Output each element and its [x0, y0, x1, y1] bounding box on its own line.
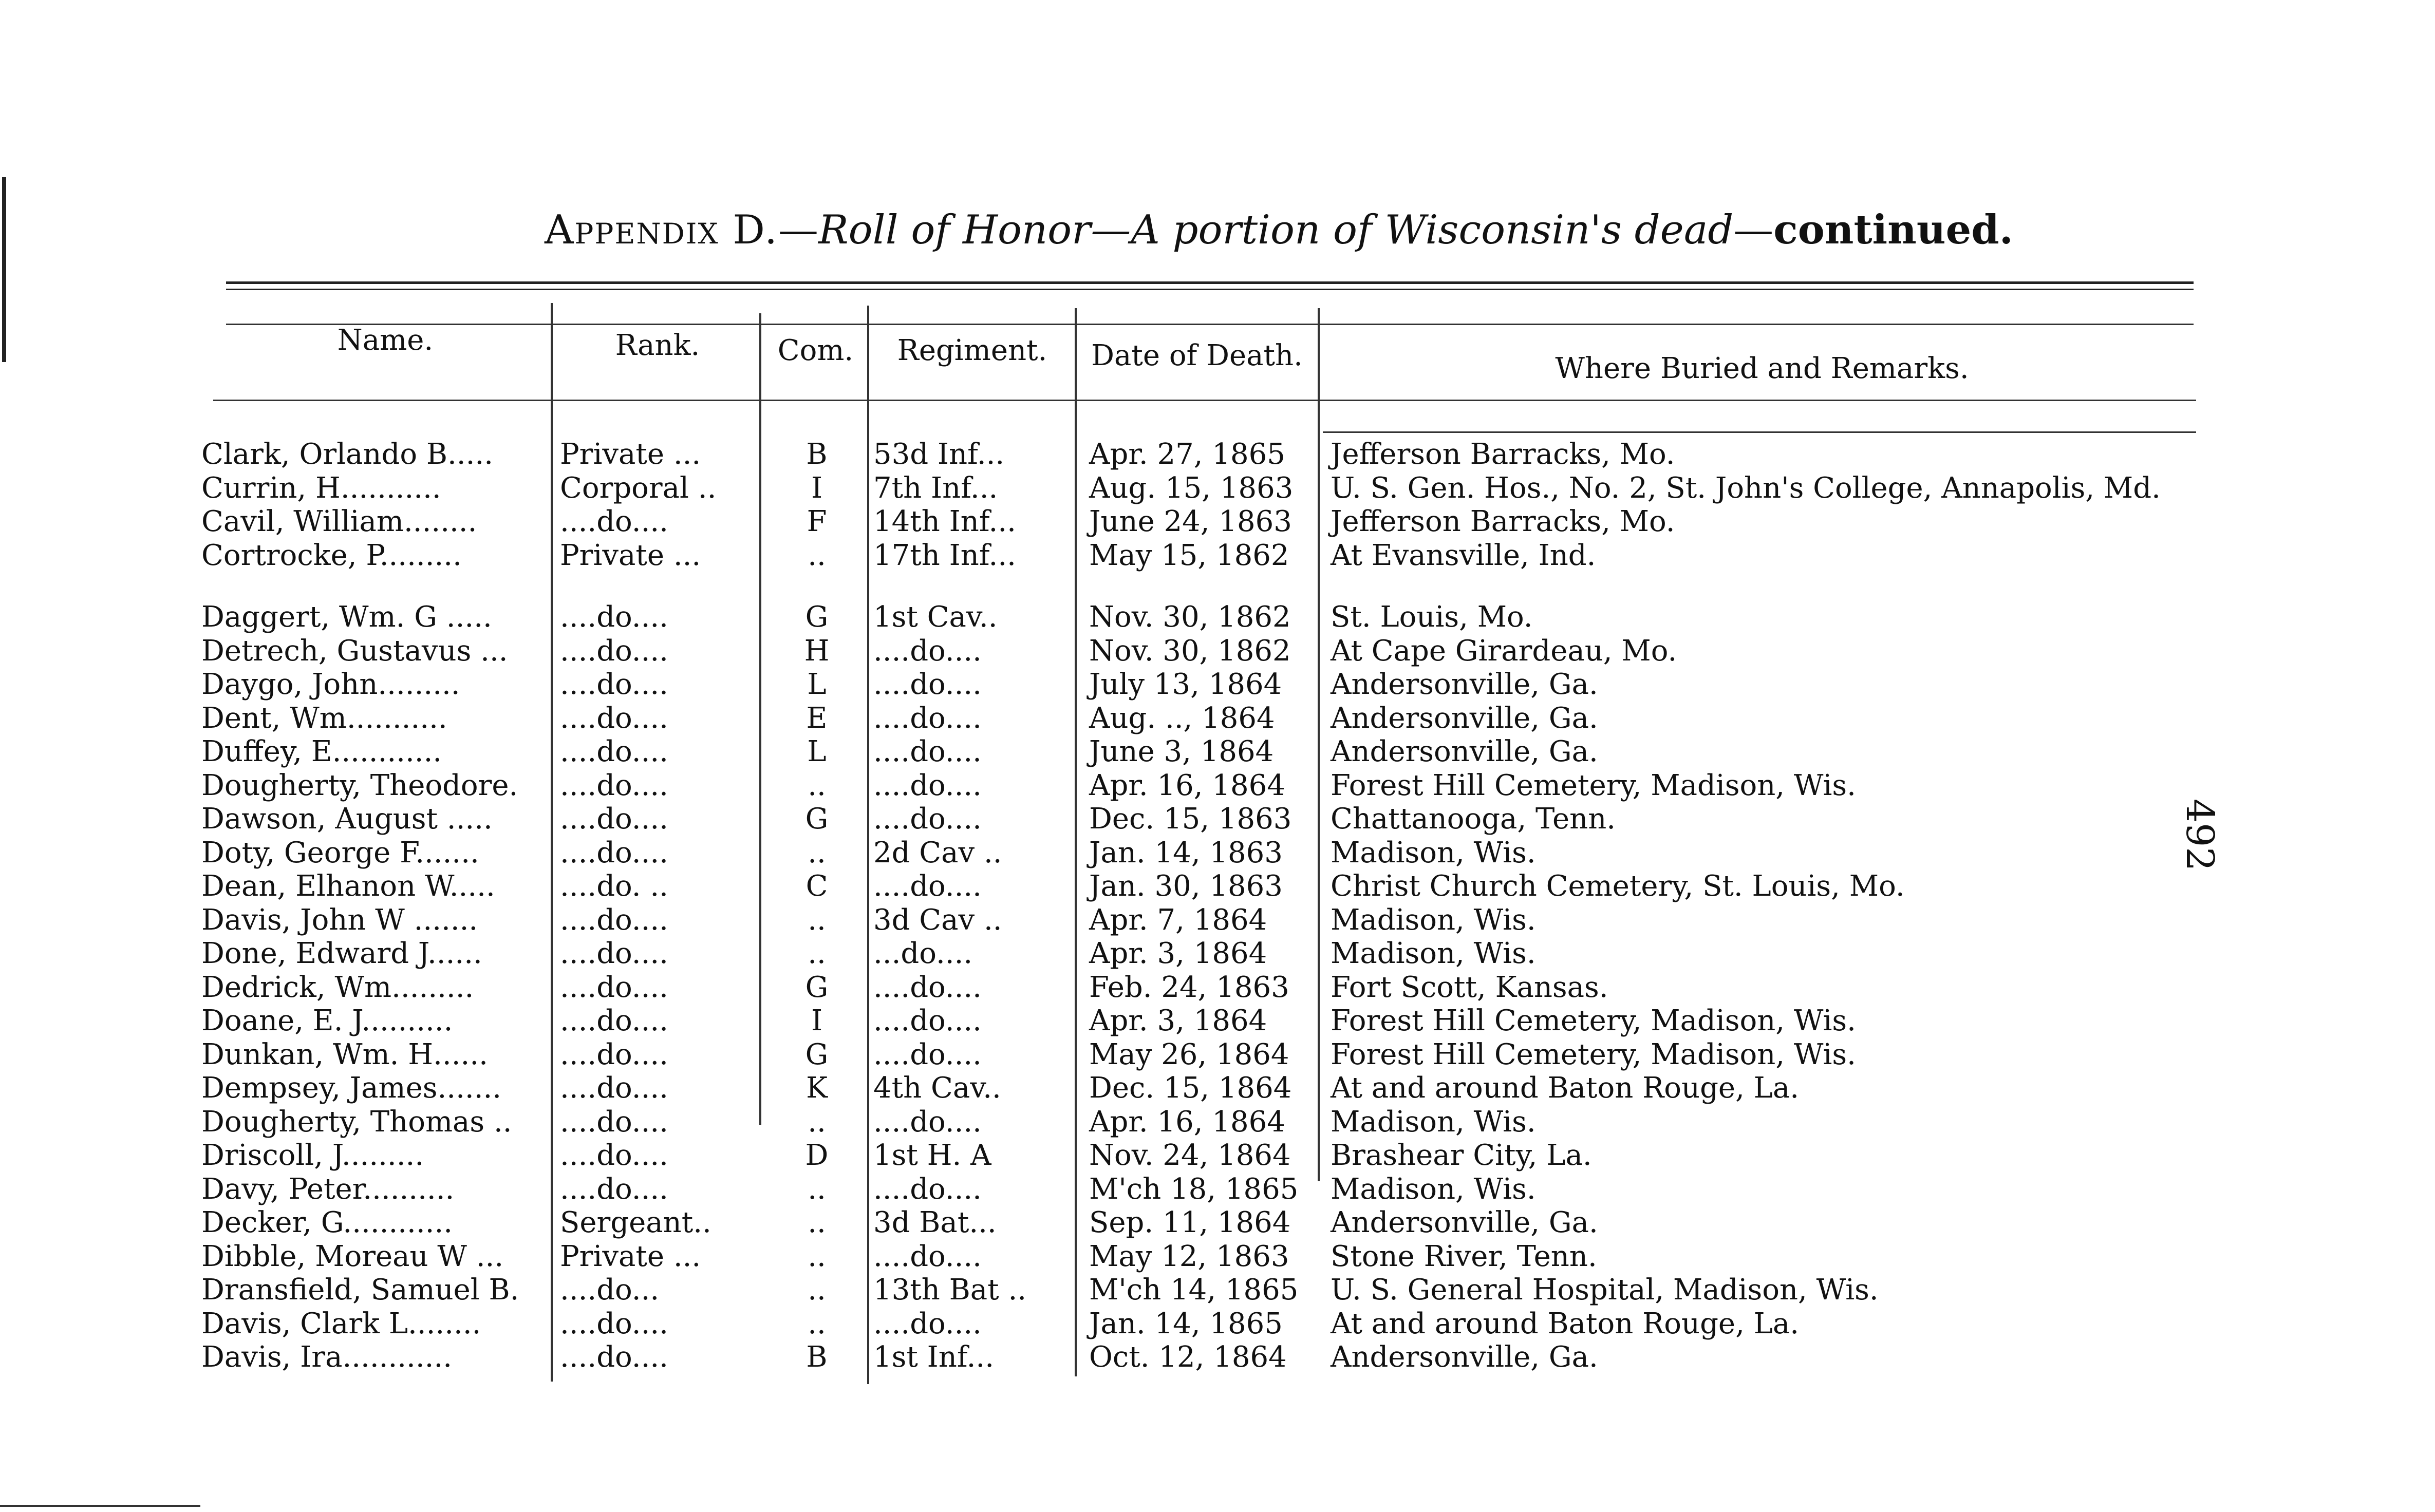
- cell-company: ..: [808, 768, 826, 802]
- cell-company: B: [806, 438, 828, 471]
- cell-where-buried: Forest Hill Cemetery, Madison, Wis.: [1331, 1037, 1856, 1071]
- cell-where-buried: Andersonville, Ga.: [1331, 701, 1598, 735]
- cell-regiment: 14th Inf...: [873, 505, 1016, 538]
- cell-rank: ....do....: [560, 505, 668, 538]
- cell-date-of-death: Nov. 30, 1862: [1089, 634, 1291, 668]
- header-com: Com.: [777, 334, 854, 367]
- cell-regiment: 17th Inf...: [873, 538, 1016, 572]
- cell-where-buried: Madison, Wis.: [1331, 937, 1536, 970]
- cell-rank: ....do....: [560, 1105, 668, 1139]
- table-row: [0, 634, 2435, 668]
- cell-where-buried: Fort Scott, Kansas.: [1331, 970, 1608, 1004]
- cell-rank: ....do....: [560, 735, 668, 768]
- cell-company: C: [806, 870, 828, 903]
- cell-company: ..: [808, 1239, 826, 1273]
- cell-rank: Private ...: [560, 438, 701, 471]
- table-row: [0, 903, 2435, 937]
- table-row: [0, 702, 2435, 735]
- cell-company: ..: [808, 1206, 826, 1239]
- cell-date-of-death: Nov. 30, 1862: [1089, 600, 1291, 634]
- header-bottom-rule: [213, 400, 2196, 401]
- cell-date-of-death: Apr. 3, 1864: [1089, 937, 1267, 970]
- cell-company: D: [805, 1139, 829, 1172]
- cell-name: Clark, Orlando B.....: [201, 438, 494, 471]
- cell-company: B: [806, 1340, 828, 1374]
- cell-date-of-death: Aug. .., 1864: [1089, 701, 1275, 735]
- cell-name: Davis, Ira............: [201, 1340, 453, 1374]
- cell-date-of-death: Apr. 7, 1864: [1089, 903, 1267, 937]
- cell-where-buried: At Evansville, Ind.: [1331, 538, 1596, 572]
- cell-company: ..: [808, 836, 826, 870]
- table-row: [0, 600, 2435, 634]
- cell-rank: ....do....: [560, 1139, 668, 1172]
- cell-name: Dunkan, Wm. H......: [201, 1037, 488, 1071]
- cell-company: H: [804, 634, 830, 668]
- cell-company: K: [806, 1071, 828, 1105]
- cell-company: ..: [808, 538, 826, 572]
- cell-company: ..: [808, 903, 826, 937]
- cell-name: Currin, H...........: [201, 471, 441, 505]
- cell-regiment: 53d Inf...: [873, 438, 1005, 471]
- page-number: 492: [2178, 799, 2222, 872]
- cell-where-buried: Forest Hill Cemetery, Madison, Wis.: [1331, 1004, 1856, 1037]
- page-title: [545, 206, 2013, 253]
- cell-name: Cavil, William........: [201, 505, 477, 538]
- table-row: [0, 1273, 2435, 1307]
- cell-regiment: ....do....: [873, 634, 982, 668]
- cell-date-of-death: Dec. 15, 1864: [1089, 1071, 1292, 1105]
- header-date-of-death: Date of Death.: [1091, 339, 1303, 372]
- cell-name: Doane, E. J..........: [201, 1004, 453, 1037]
- margin-rule: [2, 177, 6, 362]
- cell-rank: ....do....: [560, 1172, 668, 1206]
- header-regiment: Regiment.: [897, 334, 1047, 367]
- table-row: [0, 1004, 2435, 1038]
- cell-company: G: [805, 802, 829, 836]
- cell-where-buried: U. S. Gen. Hos., No. 2, St. John's College, Annapolis, Md.: [1331, 471, 2161, 505]
- cell-company: ..: [808, 1172, 826, 1206]
- cell-company: G: [805, 970, 829, 1004]
- cell-name: Dempsey, James.......: [201, 1071, 502, 1105]
- cell-regiment: ....do....: [873, 735, 982, 768]
- cell-rank: ....do....: [560, 1340, 668, 1374]
- cell-regiment: 7th Inf...: [873, 471, 998, 505]
- cell-rank: ....do....: [560, 668, 668, 701]
- cell-company: ..: [808, 1307, 826, 1340]
- header-bottom-rule: [1323, 431, 2196, 433]
- cell-where-buried: Madison, Wis.: [1331, 1172, 1536, 1206]
- table-row: [0, 836, 2435, 870]
- header-rank: Rank.: [615, 329, 700, 362]
- cell-where-buried: Andersonville, Ga.: [1331, 668, 1598, 701]
- cell-rank: ....do....: [560, 768, 668, 802]
- cell-where-buried: Madison, Wis.: [1331, 1105, 1536, 1139]
- table-top-rule: [226, 281, 2194, 284]
- cell-rank: Sergeant..: [560, 1206, 711, 1239]
- table-row: [0, 735, 2435, 769]
- table-row: [0, 471, 2435, 505]
- cell-date-of-death: Feb. 24, 1863: [1089, 970, 1289, 1004]
- cell-date-of-death: Apr. 16, 1864: [1089, 1105, 1285, 1139]
- table-row: [0, 1139, 2435, 1173]
- cell-name: Driscoll, J.........: [201, 1139, 424, 1172]
- title-dash: —: [1733, 207, 1774, 253]
- cell-date-of-death: Oct. 12, 1864: [1089, 1340, 1287, 1374]
- cell-name: Dougherty, Theodore.: [201, 768, 518, 802]
- cell-where-buried: At and around Baton Rouge, La.: [1331, 1307, 1800, 1340]
- cell-date-of-death: July 13, 1864: [1089, 668, 1282, 701]
- cell-regiment: ....do....: [873, 870, 982, 903]
- cell-name: Davis, John W .......: [201, 903, 478, 937]
- footer-rule: [0, 1505, 200, 1507]
- table-row: [0, 1240, 2435, 1274]
- cell-regiment: ....do....: [873, 1239, 982, 1273]
- title-roll-of-honor: Roll of Honor—A portion of Wisconsin's dead: [818, 207, 1734, 253]
- cell-name: Dean, Elhanon W.....: [201, 870, 495, 903]
- cell-date-of-death: June 24, 1863: [1089, 505, 1292, 538]
- table-row: [0, 1038, 2435, 1072]
- cell-date-of-death: June 3, 1864: [1089, 735, 1274, 768]
- cell-date-of-death: Apr. 16, 1864: [1089, 768, 1285, 802]
- cell-company: G: [805, 600, 829, 634]
- cell-name: Dent, Wm...........: [201, 701, 447, 735]
- cell-rank: ....do....: [560, 802, 668, 836]
- cell-date-of-death: Apr. 3, 1864: [1089, 1004, 1267, 1037]
- cell-date-of-death: May 15, 1862: [1089, 538, 1289, 572]
- table-row: [0, 769, 2435, 803]
- title-continued: continued.: [1773, 206, 2013, 253]
- cell-date-of-death: Apr. 27, 1865: [1089, 438, 1285, 471]
- cell-date-of-death: Aug. 15, 1863: [1089, 471, 1294, 505]
- table-row: [0, 668, 2435, 702]
- cell-rank: ....do....: [560, 600, 668, 634]
- cell-rank: Private ...: [560, 538, 701, 572]
- table-row: [0, 539, 2435, 573]
- cell-regiment: ....do....: [873, 1105, 982, 1139]
- cell-name: Daygo, John.........: [201, 668, 460, 701]
- header-name: Name.: [337, 324, 434, 357]
- cell-name: Decker, G............: [201, 1206, 453, 1239]
- cell-company: ..: [808, 937, 826, 970]
- cell-where-buried: Brashear City, La.: [1331, 1139, 1592, 1172]
- cell-rank: ....do....: [560, 701, 668, 735]
- table-row: [0, 1071, 2435, 1105]
- cell-name: Done, Edward J......: [201, 937, 482, 970]
- table-row: [0, 802, 2435, 836]
- cell-regiment: 3d Cav ..: [873, 903, 1002, 937]
- cell-name: Dedrick, Wm.........: [201, 970, 474, 1004]
- cell-rank: Private ...: [560, 1239, 701, 1273]
- cell-rank: ....do....: [560, 970, 668, 1004]
- header-where-buried: Where Buried and Remarks.: [1555, 352, 1969, 385]
- cell-regiment: ....do....: [873, 701, 982, 735]
- cell-company: ..: [808, 1105, 826, 1139]
- table-row: [0, 1206, 2435, 1240]
- cell-regiment: ....do....: [873, 1037, 982, 1071]
- table-top-rule: [226, 289, 2194, 290]
- title-dash: —: [778, 207, 818, 253]
- table-row: [0, 870, 2435, 903]
- table-row: [0, 971, 2435, 1005]
- table-row: [0, 1340, 2435, 1374]
- cell-regiment: ....do....: [873, 1307, 982, 1340]
- cell-rank: ....do....: [560, 903, 668, 937]
- cell-company: L: [807, 735, 827, 768]
- cell-rank: ....do....: [560, 937, 668, 970]
- cell-where-buried: Christ Church Cemetery, St. Louis, Mo.: [1331, 870, 1905, 903]
- cell-regiment: 13th Bat ..: [873, 1273, 1027, 1307]
- cell-rank: ....do....: [560, 1307, 668, 1340]
- cell-regiment: 1st Inf...: [873, 1340, 994, 1374]
- cell-date-of-death: May 26, 1864: [1089, 1037, 1289, 1071]
- cell-where-buried: At and around Baton Rouge, La.: [1331, 1071, 1800, 1105]
- cell-date-of-death: Sep. 11, 1864: [1089, 1206, 1291, 1239]
- cell-regiment: ....do....: [873, 768, 982, 802]
- roll-table-body: [0, 438, 2435, 1374]
- cell-where-buried: Forest Hill Cemetery, Madison, Wis.: [1331, 768, 1856, 802]
- cell-where-buried: Madison, Wis.: [1331, 836, 1536, 870]
- cell-date-of-death: M'ch 14, 1865: [1089, 1273, 1299, 1307]
- table-row: [0, 1105, 2435, 1139]
- cell-company: F: [807, 505, 827, 538]
- cell-where-buried: Andersonville, Ga.: [1331, 735, 1598, 768]
- cell-where-buried: Chattanooga, Tenn.: [1331, 802, 1616, 836]
- cell-rank: Corporal ..: [560, 471, 717, 505]
- cell-regiment: ....do....: [873, 1004, 982, 1037]
- table-row: [0, 1307, 2435, 1341]
- cell-rank: ....do...: [560, 1273, 660, 1307]
- cell-company: G: [805, 1037, 829, 1071]
- cell-rank: ....do....: [560, 634, 668, 668]
- cell-regiment: 3d Bat...: [873, 1206, 997, 1239]
- cell-rank: ....do....: [560, 1037, 668, 1071]
- title-appendix: Appendix D.: [545, 207, 778, 253]
- table-row: [0, 937, 2435, 971]
- cell-regiment: 1st Cav..: [873, 600, 998, 634]
- cell-where-buried: Madison, Wis.: [1331, 903, 1536, 937]
- cell-name: Detrech, Gustavus ...: [201, 634, 508, 668]
- cell-where-buried: U. S. General Hospital, Madison, Wis.: [1331, 1273, 1879, 1307]
- cell-rank: ....do....: [560, 1071, 668, 1105]
- cell-date-of-death: Jan. 14, 1865: [1089, 1307, 1283, 1340]
- cell-name: Dransfield, Samuel B.: [201, 1273, 519, 1307]
- cell-regiment: 4th Cav..: [873, 1071, 1001, 1105]
- cell-where-buried: Andersonville, Ga.: [1331, 1206, 1598, 1239]
- cell-name: Daggert, Wm. G .....: [201, 600, 492, 634]
- table-row: [0, 438, 2435, 471]
- cell-company: L: [807, 668, 827, 701]
- cell-date-of-death: Dec. 15, 1863: [1089, 802, 1292, 836]
- cell-date-of-death: Jan. 30, 1863: [1089, 870, 1283, 903]
- cell-name: Doty, George F.......: [201, 836, 479, 870]
- cell-name: Duffey, E............: [201, 735, 442, 768]
- cell-where-buried: Jefferson Barracks, Mo.: [1331, 505, 1675, 538]
- cell-name: Davis, Clark L........: [201, 1307, 481, 1340]
- cell-regiment: ....do....: [873, 668, 982, 701]
- cell-company: ..: [808, 1273, 826, 1307]
- table-row: [0, 1173, 2435, 1206]
- cell-name: Cortrocke, P.........: [201, 538, 462, 572]
- cell-name: Davy, Peter..........: [201, 1172, 455, 1206]
- cell-name: Dougherty, Thomas ..: [201, 1105, 512, 1139]
- cell-company: I: [811, 471, 823, 505]
- cell-name: Dawson, August .....: [201, 802, 493, 836]
- cell-date-of-death: Jan. 14, 1863: [1089, 836, 1283, 870]
- cell-rank: ....do. ..: [560, 870, 668, 903]
- cell-regiment: ...do....: [873, 937, 973, 970]
- cell-where-buried: Stone River, Tenn.: [1331, 1239, 1597, 1273]
- cell-regiment: ....do....: [873, 1172, 982, 1206]
- cell-company: E: [806, 701, 828, 735]
- cell-where-buried: St. Louis, Mo.: [1331, 600, 1533, 634]
- cell-rank: ....do....: [560, 836, 668, 870]
- cell-regiment: ....do....: [873, 802, 982, 836]
- cell-regiment: 1st H. A: [873, 1139, 991, 1172]
- cell-date-of-death: May 12, 1863: [1089, 1239, 1289, 1273]
- cell-date-of-death: Nov. 24, 1864: [1089, 1139, 1291, 1172]
- cell-name: Dibble, Moreau W ...: [201, 1239, 504, 1273]
- table-row: [0, 505, 2435, 539]
- cell-rank: ....do....: [560, 1004, 668, 1037]
- cell-date-of-death: M'ch 18, 1865: [1089, 1172, 1299, 1206]
- cell-where-buried: At Cape Girardeau, Mo.: [1331, 634, 1677, 668]
- cell-company: I: [811, 1004, 823, 1037]
- cell-regiment: 2d Cav ..: [873, 836, 1002, 870]
- cell-where-buried: Jefferson Barracks, Mo.: [1331, 438, 1675, 471]
- cell-where-buried: Andersonville, Ga.: [1331, 1340, 1598, 1374]
- cell-regiment: ....do....: [873, 970, 982, 1004]
